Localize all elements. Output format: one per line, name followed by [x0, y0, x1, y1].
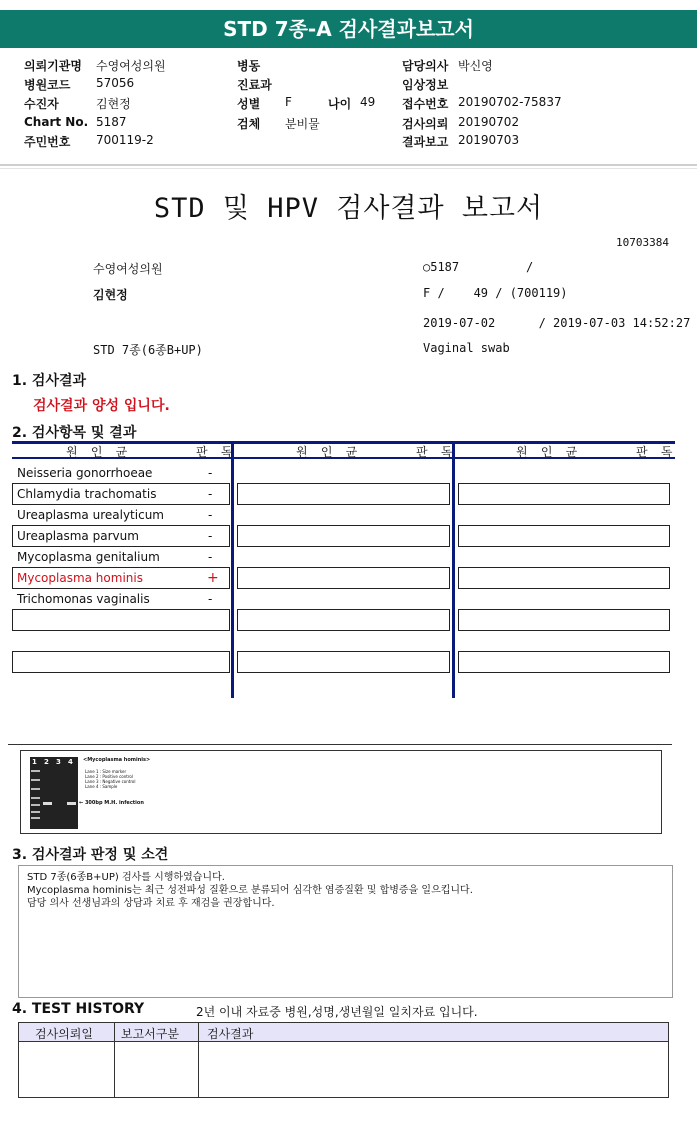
rrn-value: 700119-2 [96, 133, 154, 147]
gel-band-label: ← 300bp M.H. infection [79, 800, 144, 806]
document-number: 10703384 [616, 236, 669, 249]
row-box [237, 567, 450, 589]
finding-line: STD 7종(6종B+UP) 검사를 시행하였습니다. [27, 872, 225, 883]
doctor-value: 박신영 [458, 59, 493, 73]
finding-line: 담당 의사 선생님과의 상담과 치료 후 재검을 권장합니다. [27, 898, 275, 909]
finding-line: Mycoplasma hominis는 최근 성전파성 질환으로 분류되어 심각한 염증질환 및 합병증을 일으킵니다. [27, 885, 473, 896]
section3-heading: 3. 검사결과 판정 및 소견 [12, 847, 169, 863]
table-divider-1 [231, 441, 234, 698]
history-col-date: 검사의뢰일 [35, 1027, 93, 1041]
lane-number: 1 [32, 758, 37, 766]
specimen-label: 검체 [237, 117, 261, 131]
row-box [458, 525, 670, 547]
gel-electrophoresis-image [20, 750, 662, 834]
row-box [237, 525, 450, 547]
section4-heading: 4. TEST HISTORY [12, 1001, 145, 1017]
patient-value: 김현정 [96, 97, 131, 111]
ward-label: 병동 [237, 59, 261, 73]
receipt-value: 20190702-75837 [458, 95, 562, 109]
overall-result: 검사결과 양성 입니다. [33, 398, 170, 414]
organism-name: Chlamydia trachomatis [17, 487, 157, 501]
institution-label: 의뢰기관명 [24, 59, 82, 73]
history-col-divider [114, 1023, 115, 1097]
doctor-label: 담당의사 [402, 59, 449, 73]
patient-name: 김현정 [93, 288, 128, 302]
chart-value: 5187 [96, 115, 127, 129]
organism-result: - [208, 550, 213, 564]
request-report-dates: 2019-07-02 / 2019-07-03 14:52:27 [423, 316, 691, 330]
col-result-3: 판 독 [636, 445, 676, 459]
history-col-result: 검사결과 [207, 1027, 254, 1041]
receipt-label: 접수번호 [402, 97, 449, 111]
col-organism-1: 원 인 균 [66, 445, 131, 459]
gel-legend-item: Lane 2 : Positive control [85, 774, 133, 779]
gel-top-rule [8, 744, 672, 745]
hospital-code-value: 57056 [96, 76, 135, 90]
test-history-table [18, 1022, 669, 1098]
section2-heading: 2. 검사항목 및 결과 [12, 425, 137, 441]
specimen-type: Vaginal swab [423, 341, 510, 355]
rrn-label: 주민번호 [24, 135, 71, 149]
organism-result: - [208, 592, 213, 606]
report-banner-title: STD 7종-A 검사결과보고서 [0, 10, 697, 48]
row-box [237, 651, 450, 673]
history-note: 2년 이내 자료중 병원,성명,생년월일 일치자료 입니다. [196, 1005, 478, 1019]
organism-name: Trichomonas vaginalis [17, 592, 150, 606]
history-header-row [19, 1023, 668, 1042]
gel-legend [85, 769, 135, 789]
gel-lanes [30, 757, 78, 829]
lane-number: 2 [44, 758, 49, 766]
patient-info-block [0, 55, 697, 165]
sex-value: F [285, 95, 292, 109]
history-col-divider [198, 1023, 199, 1097]
patient-label: 수진자 [24, 97, 59, 111]
age-value: 49 [360, 95, 376, 109]
clinical-info-label: 임상정보 [402, 78, 449, 92]
organism-result: - [208, 529, 213, 543]
chart-mark: ○5187 [423, 260, 460, 274]
request-value: 20190702 [458, 115, 520, 129]
table-divider-2 [452, 441, 455, 698]
organism-name-positive: Mycoplasma hominis [17, 571, 143, 585]
row-box [237, 609, 450, 631]
request-label: 검사의뢰 [402, 117, 449, 131]
row-box [458, 651, 670, 673]
hospital-code-label: 병원코드 [24, 78, 71, 92]
header-divider [0, 164, 697, 166]
sex-label: 성별 [237, 97, 261, 111]
row-box [458, 609, 670, 631]
organism-result: - [208, 487, 213, 501]
row-box [237, 483, 450, 505]
col-organism-2: 원 인 균 [296, 445, 361, 459]
chart-slash: / [526, 260, 534, 274]
gel-bands [30, 757, 78, 829]
gel-legend-item: Lane 4 : Sample [85, 784, 118, 789]
organism-result-positive: + [207, 570, 219, 586]
col-result-2: 판 독 [416, 445, 456, 459]
dept-label: 진료과 [237, 78, 272, 92]
chart-label: Chart No. [24, 115, 89, 129]
organism-name: Ureaplasma urealyticum [17, 508, 164, 522]
section1-heading: 1. 검사결과 [12, 373, 87, 389]
document-title: STD 및 HPV 검사결과 보고서 [153, 193, 544, 224]
test-name: STD 7종(6종B+UP) [93, 343, 203, 357]
row-box [12, 651, 230, 673]
organism-name: Mycoplasma genitalium [17, 550, 160, 564]
age-label: 나이 [328, 97, 352, 111]
row-box [458, 567, 670, 589]
report-value: 20190703 [458, 133, 520, 147]
institution-value: 수영여성의원 [96, 59, 166, 73]
organism-name: Neisseria gonorrhoeae [17, 466, 153, 480]
organism-name: Ureaplasma parvum [17, 529, 139, 543]
organism-result: - [208, 466, 213, 480]
findings-box [18, 865, 673, 998]
row-box [12, 609, 230, 631]
col-organism-3: 원 인 균 [516, 445, 581, 459]
lane-number: 3 [56, 758, 61, 766]
header-divider-shadow [0, 168, 697, 169]
specimen-value: 분비물 [285, 117, 320, 131]
history-col-type: 보고서구분 [121, 1027, 179, 1041]
gel-legend-item: Lane 3 : Negative control [85, 779, 136, 784]
sex-age-birth: F / 49 / (700119) [423, 286, 568, 300]
report-label: 결과보고 [402, 135, 449, 149]
gel-band-text: 300bp M.H. infection [84, 800, 144, 806]
row-box [458, 483, 670, 505]
gel-title: <Mycoplasma hominis> [83, 757, 151, 763]
lane-number: 4 [68, 758, 73, 766]
clinic-name: 수영여성의원 [93, 262, 163, 276]
gel-legend-item: Lane 1 : Size marker [85, 769, 127, 774]
col-result-1: 판 독 [196, 445, 236, 459]
organism-result: - [208, 508, 213, 522]
